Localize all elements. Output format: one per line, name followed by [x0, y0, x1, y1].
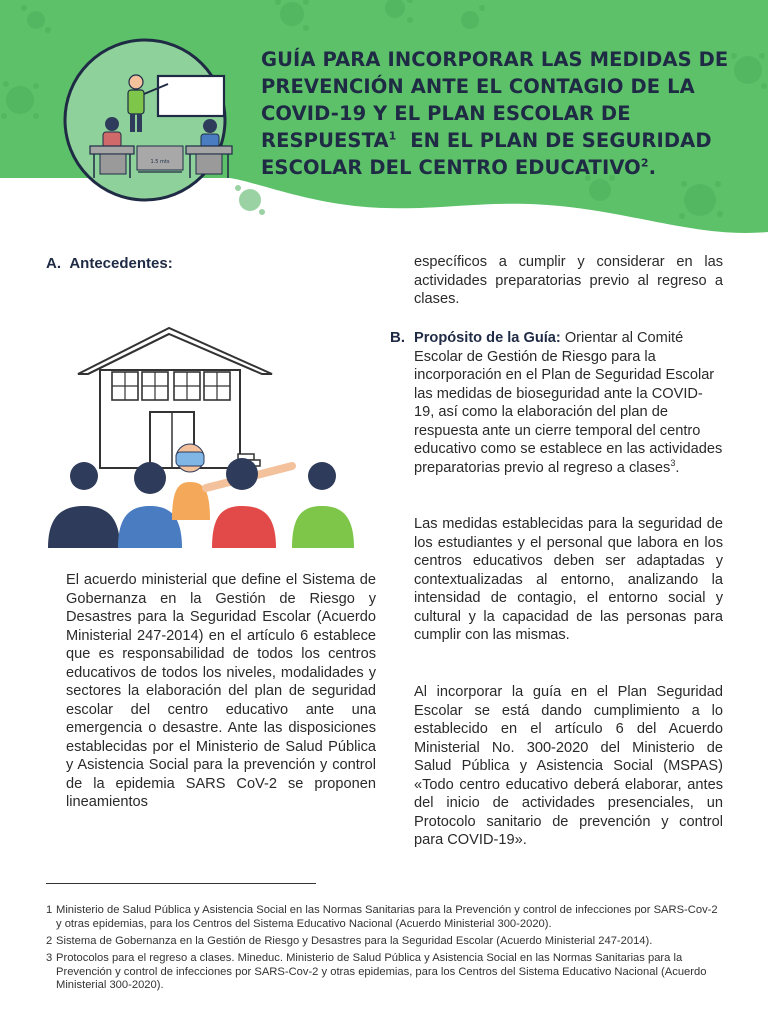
section-a-heading: A. Antecedentes:	[46, 255, 173, 272]
footnote-3: 3 Protocolos para el regreso a clases. Mineduc. Ministerio de Salud Pública y Asistencia Social en las Normas Sanitarias para la Prevención y control de infecciones por SARS-Cov-2 y otras epidemias, para los Centros del Sistema Educativo Nacional (Acuerdo Ministerial 300-2020).	[46, 952, 707, 991]
section-b-marker: B.	[390, 329, 405, 346]
section-b-paragraph-2: Las medidas establecidas para la seguridad de los estudiantes y el personal que labora en los centros educativos deben ser adaptadas y contextualizadas al entorno, analizando la intensidad de contagio, el entorno social y cultural y la capacidad de las personas para cumplir con las mismas.	[414, 516, 723, 643]
section-b-paragraph: Propósito de la Guía: Orientar al Comité Escolar de Gestión de Riesgo para la incorporación en el Plan de Seguridad Escolar las medidas de bioseguridad ante la COVID-19, así como la elaboración del plan de respuesta ante un cierre temporal del centro educativo como se establece en las actividades preparatorias previo al regreso a clases$^3$.	[414, 330, 723, 476]
page-title: GUÍA PARA INCORPORAR LAS MEDIDAS DE PREVENCIÓN ANTE EL CONTAGIO DE LA COVID-19 Y EL PLAN ESCOLAR DE RESPUESTA$^1$ EN EL PLAN DE SEGURIDAD ESCOLAR DEL CENTRO EDUCATIVO$^2$.	[261, 48, 729, 179]
school-community-illustration	[44, 320, 364, 550]
section-b-heading: Propósito de la Guía:	[414, 330, 561, 346]
footnote-divider	[46, 883, 316, 884]
header-banner	[0, 0, 768, 240]
section-b-paragraph-3: Al incorporar la guía en el Plan Seguridad Escolar se está dando cumplimiento a lo establecido en el artículo 6 del Acuerdo Ministerial No. 300-2020 del Ministerio de Salud Pública y Asistencia Social (MSPAS) «Todo centro educativo deberá elaborar, antes del inicio de actividades presenciales, un Protocolo sanitario de prevención y control para COVID-19».	[414, 684, 723, 848]
footnote-2: 2 Sistema de Gobernanza en la Gestión de Riesgo y Desastres para la Seguridad Escolar (Acuerdo Ministerial 247-2014).	[46, 935, 653, 947]
distance-sign: 1.5 mts	[150, 159, 170, 165]
footnote-1: 1 Ministerio de Salud Pública y Asistencia Social en las Normas Sanitarias para la Prevención y control de infecciones por SARS-Cov-2 y otras epidemias, para los Centros del Sistema Educativo Nacional (Acuerdo Ministerial 300-2020).	[46, 904, 718, 930]
section-a-continuation: específicos a cumplir y considerar en las actividades preparatorias previo al regreso a clases.	[414, 254, 723, 307]
section-a-body: El acuerdo ministerial que define el Sistema de Gobernanza en la Gestión de Riesgo y Desastres para la Seguridad Escolar (Acuerdo Ministerial 247-2014) en el artículo 6 establece que es responsabilidad de todos los centros educativos de todos los niveles, modalidades y sectores la elaboración del plan de seguridad escolar del centro educativo ante una emergencia o desastre. Ante las disposiciones establecidas por el Ministerio de Salud Pública y Asistencia Social para la prevención y control de la epidemia SARS CoV-2 se proponen lineamientos	[66, 572, 376, 810]
